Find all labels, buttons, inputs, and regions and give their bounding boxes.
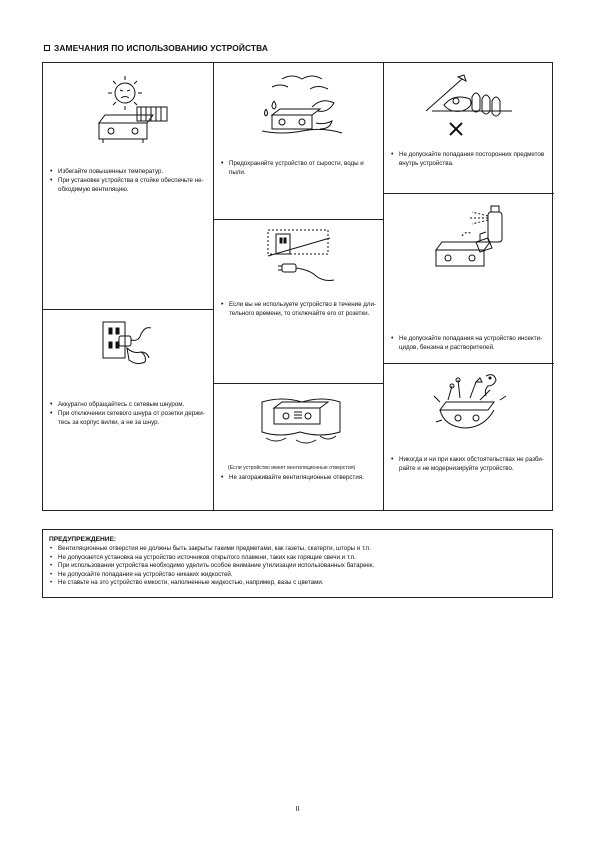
precaution-foreign-text xyxy=(390,150,546,168)
page-number: II xyxy=(295,806,300,813)
precaution-foreign-item: • Не допускайте попадания посторонних предметов внутрь устройства. xyxy=(390,150,546,168)
precaution-moisture-text xyxy=(220,159,376,177)
warning-item: • Не допускайте попадания на устройство никаких жидкостей. xyxy=(49,571,546,580)
hot-sun-icon xyxy=(93,73,173,148)
precaution-disassemble-cell xyxy=(384,364,554,512)
warning-item: • Не допускается установка на устройство источников открытого пламени, таких как горящие свечи и т.п. xyxy=(49,554,546,563)
vents-note: (Если устройство имеет вентиляционные отверстия) xyxy=(228,465,356,471)
precaution-heat-text xyxy=(49,167,207,194)
warning-item: • При использовании устройства необходимо уделить особое внимание утилизации использованных батареек. xyxy=(49,562,546,571)
precaution-vents-item: • Не загораживайте вентиляционные отверстия. xyxy=(220,473,376,482)
precaution-heat-item: • При установке устройства в стойке обеспечьте не-обходимую вентиляцию. xyxy=(49,176,207,194)
precaution-heat-item: • Избегайте повышенных температур. xyxy=(49,167,207,176)
precaution-moisture-cell xyxy=(214,63,383,219)
precaution-disassemble-text xyxy=(390,455,546,473)
warning-item: • Не ставьте на это устройство емкости, наполненные жидкостью, например, вазы с цветами. xyxy=(49,579,546,588)
precaution-moisture-item: • Предохраняйте устройство от сырости, воды и пыли. xyxy=(220,159,376,177)
disassembly-icon xyxy=(432,370,508,440)
section-heading xyxy=(44,43,268,53)
precaution-unplug-cell xyxy=(214,220,383,383)
precaution-disassemble-item: • Никогда и ни при каких обстоятельствах не разби-райте и не модернизируйте устройство. xyxy=(390,455,546,473)
warning-list xyxy=(49,545,546,588)
moisture-dust-icon xyxy=(252,71,348,139)
warning-box xyxy=(42,529,553,598)
precaution-foreign-cell xyxy=(384,63,554,193)
precaution-unplug-text xyxy=(220,300,376,318)
precaution-cord-item: • При отключении сетевого шнура от розетки держи-тесь за корпус вилки, а не за шнур. xyxy=(49,409,207,427)
foreign-objects-icon xyxy=(422,71,518,141)
covered-vents-icon xyxy=(256,392,342,452)
section-heading-text: ЗАМЕЧАНИЯ ПО ИСПОЛЬЗОВАНИЮ УСТРОЙСТВА xyxy=(54,43,269,53)
precaution-vents-cell xyxy=(214,384,383,512)
precaution-cord-text xyxy=(49,400,207,427)
precaution-cord-item: • Аккуратно обращайтесь с сетевым шнуром. xyxy=(49,400,207,409)
checkbox-square-icon xyxy=(44,45,50,51)
precaution-chemicals-cell xyxy=(384,194,554,363)
plug-cord-icon xyxy=(97,318,157,376)
precaution-chemicals-item: • Не допускайте попадания на устройство инсекти-цидов, бензина и растворителей. xyxy=(390,334,546,352)
precaution-vents-text xyxy=(220,473,376,482)
precaution-chemicals-text xyxy=(390,334,546,352)
precaution-unplug-item: • Если вы не используете устройство в течение дли-тельного времени, то отключайте его от розетки. xyxy=(220,300,376,318)
precautions-grid xyxy=(42,62,553,511)
power-outlet-icon xyxy=(262,226,338,284)
spray-cans-icon xyxy=(418,202,518,274)
precaution-heat-cell xyxy=(43,63,213,309)
precaution-cord-cell xyxy=(43,310,213,512)
warning-title: ПРЕДУПРЕЖДЕНИЕ: xyxy=(49,536,117,543)
warning-item: • Вентиляционные отверстия не должны быть закрыты такими предметами, как газеты, скатерти, шторы и т.п. xyxy=(49,545,546,554)
